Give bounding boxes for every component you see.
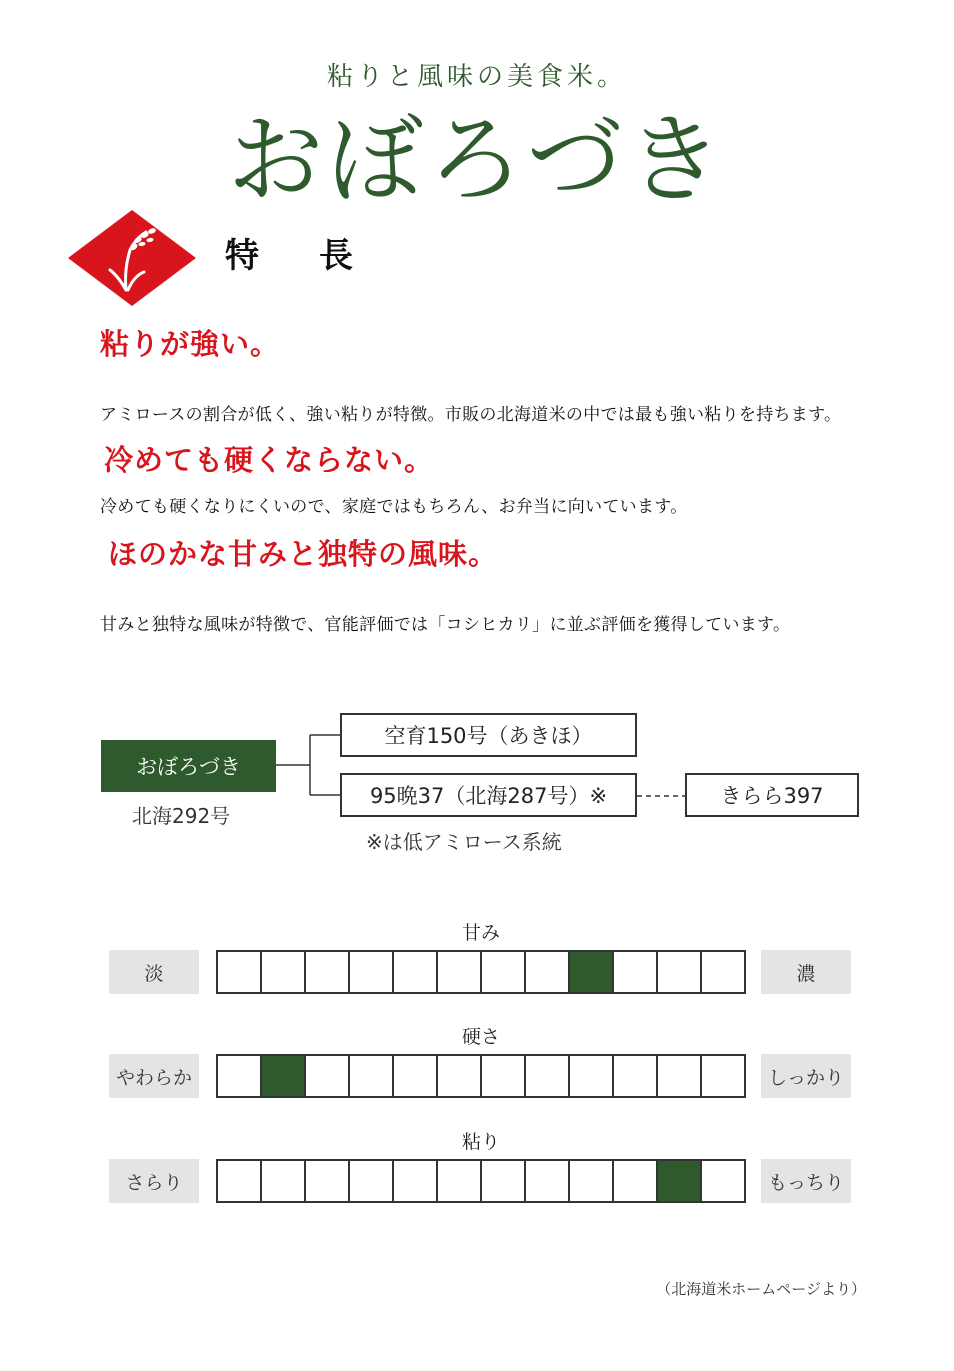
lineage-parent2-label: 95晩37（北海287号）※ [369, 784, 608, 808]
scale-row-hardness [216, 1054, 746, 1098]
feature-heading-1: 粘りが強い。 [100, 327, 281, 361]
scale-cell-selected [570, 952, 614, 992]
scale-row-sweetness [216, 950, 746, 994]
scale-left-hardness: やわらか [109, 1054, 199, 1098]
brand-title: おぼろづき [227, 104, 727, 216]
scale-left-sweetness: 淡 [109, 950, 199, 994]
feature-text-3: 甘みと独特な風味が特徴で、官能評価では「コシヒカリ」に並ぶ評価を獲得しています。 [100, 615, 791, 635]
scale-cell [570, 1161, 614, 1201]
lineage-main-box [101, 740, 276, 792]
lineage-parent1-box [340, 713, 637, 757]
scale-cell [702, 1056, 744, 1096]
scale-cell [350, 952, 394, 992]
scale-cell [350, 1056, 394, 1096]
scale-title-stickiness: 粘り [461, 1131, 500, 1153]
scale-cell [614, 1161, 658, 1201]
scale-cell [218, 952, 262, 992]
scale-cell-selected [658, 1161, 702, 1201]
scale-cell [702, 952, 744, 992]
scale-cell [526, 952, 570, 992]
lineage-parent1-label: 空育150号（あきほ） [384, 724, 593, 748]
scale-row-stickiness [216, 1159, 746, 1203]
scale-right-stickiness: もっちり [761, 1159, 851, 1203]
scale-cell [614, 952, 658, 992]
scale-cell [262, 952, 306, 992]
scale-cell [482, 952, 526, 992]
feature-text-1: アミロースの割合が低く、強い粘りが特徴。市販の北海道米の中では最も強い粘りを持ちます。 [100, 405, 842, 425]
section-title: 特長 [225, 236, 413, 276]
scale-title-sweetness: 甘み [461, 922, 500, 944]
lineage-parent2-box [340, 773, 637, 817]
scale-cell [658, 1056, 702, 1096]
scale-cell [614, 1056, 658, 1096]
scale-cell [482, 1056, 526, 1096]
scale-cell-selected [262, 1056, 306, 1096]
scale-cell [218, 1056, 262, 1096]
scale-cell [394, 1161, 438, 1201]
scale-cell [394, 1056, 438, 1096]
tagline: 粘りと風味の美食米。 [326, 62, 627, 92]
scale-cell [394, 952, 438, 992]
scale-right-hardness: しっかり [761, 1054, 851, 1098]
scale-cell [262, 1161, 306, 1201]
scale-cell [438, 952, 482, 992]
feature-text-2: 冷めても硬くなりにくいので、家庭ではもちろん、お弁当に向いています。 [100, 497, 688, 517]
lineage-main-sub: 北海292号 [132, 804, 231, 828]
scale-title-hardness: 硬さ [461, 1026, 500, 1048]
scale-cell [350, 1161, 394, 1201]
scale-cell [438, 1161, 482, 1201]
scale-right-sweetness: 濃 [761, 950, 851, 994]
feature-heading-3: ほのかな甘みと独特の風味。 [108, 537, 499, 571]
scale-cell [482, 1161, 526, 1201]
lineage-grandparent-box [685, 773, 859, 817]
feature-heading-2: 冷めても硬くならない。 [104, 443, 435, 477]
scale-cell [306, 1161, 350, 1201]
scale-cell [702, 1161, 744, 1201]
scale-left-stickiness: さらり [109, 1159, 199, 1203]
lineage-main-label: おぼろづき [136, 755, 241, 779]
scale-cell [570, 1056, 614, 1096]
scale-cell [526, 1056, 570, 1096]
scale-cell [526, 1161, 570, 1201]
scale-cell [218, 1161, 262, 1201]
scale-cell [306, 1056, 350, 1096]
scale-cell [438, 1056, 482, 1096]
lineage-note: ※は低アミロース系統 [366, 830, 562, 854]
lineage-grandparent-label: きらら397 [720, 784, 824, 808]
scale-cell [658, 952, 702, 992]
scale-cell [306, 952, 350, 992]
source-note: （北海道米ホームページより） [656, 1280, 866, 1298]
